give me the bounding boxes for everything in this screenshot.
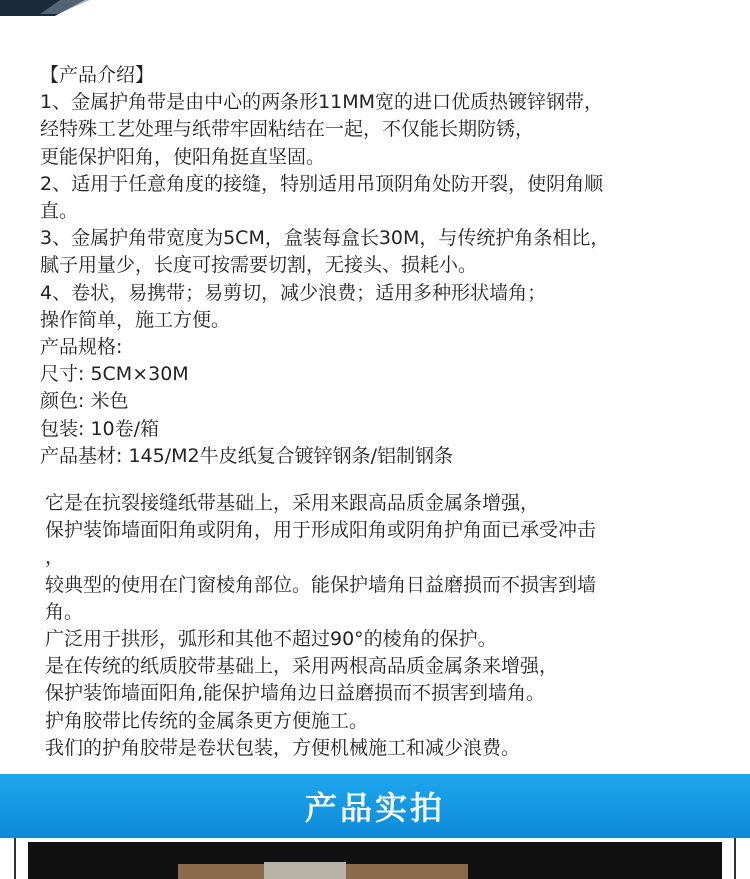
desc-line: 保护装饰墙面阳角,能保护墙角边日益磨损而不损害到墙角。 — [45, 682, 546, 705]
product-photo — [28, 842, 722, 879]
spec-color: 颜色: 米色 — [40, 390, 129, 413]
desc-line: 是在传统的纸质胶带基础上，采用两根高品质金属条来增强， — [45, 655, 559, 678]
product-intro-section — [40, 62, 730, 470]
desc-line: 保护装饰墙面阳角或阴角，用于形成阳角或阴角护角面已承受冲击 — [45, 519, 597, 542]
top-decoration — [0, 0, 750, 22]
intro-line: 直。 — [40, 200, 79, 223]
spec-heading: 产品规格: — [40, 336, 123, 359]
spec-material: 产品基材: 145/M2牛皮纸复合镀锌钢条/铝制钢条 — [40, 444, 453, 467]
real-photo-banner — [0, 774, 750, 838]
spec-size: 尺寸: 5CM×30M — [40, 363, 189, 386]
intro-line: 更能保护阳角，使阳角挺直坚固。 — [40, 145, 326, 168]
intro-line: 1、金属护角带是由中心的两条形11MM宽的进口优质热镀锌钢带， — [40, 91, 604, 114]
desc-line: 广泛用于拱形，弧形和其他不超过90°的棱角的保护。 — [45, 628, 497, 651]
desc-line: 它是在抗裂接缝纸带基础上，采用来跟高品质金属条增强， — [45, 492, 540, 514]
intro-line: 经特殊工艺处理与纸带牢固粘结在一起，不仅能长期防锈， — [40, 118, 535, 141]
product-description-section — [45, 490, 735, 762]
intro-line: 3、金属护角带宽度为5CM，盒装每盒长30M，与传统护角条相比， — [40, 227, 610, 250]
top-decoration-shape — [0, 0, 750, 22]
intro-heading: 【产品介绍】 — [40, 64, 155, 86]
desc-line: 较典型的使用在门窗棱角部位。能保护墙角日益磨损而不损害到墙 — [45, 573, 597, 596]
product-photo-frame — [14, 838, 736, 879]
intro-line: 2、适用于任意角度的接缝，特别适用吊顶阴角处防开裂，使阴角顺 — [40, 172, 604, 195]
spec-packing: 包装: 10卷/箱 — [40, 417, 160, 440]
desc-line: 护角胶带比传统的金属条更方便施工。 — [45, 709, 369, 732]
desc-line: 我们的护角胶带是卷状包装，方便机械施工和减少浪费。 — [45, 736, 521, 759]
banner-title: 产品实拍 — [304, 789, 445, 827]
product-box-highlight — [264, 862, 346, 879]
desc-line: 角。 — [45, 600, 84, 623]
intro-line: 操作简单，施工方便。 — [40, 308, 231, 331]
intro-line: 4、卷状，易携带；易剪切，减少浪费；适用多种形状墙角； — [40, 281, 547, 304]
intro-line: 腻子用量少，长度可按需要切割，无接头、损耗小。 — [40, 254, 478, 277]
desc-line: ， — [45, 546, 65, 569]
